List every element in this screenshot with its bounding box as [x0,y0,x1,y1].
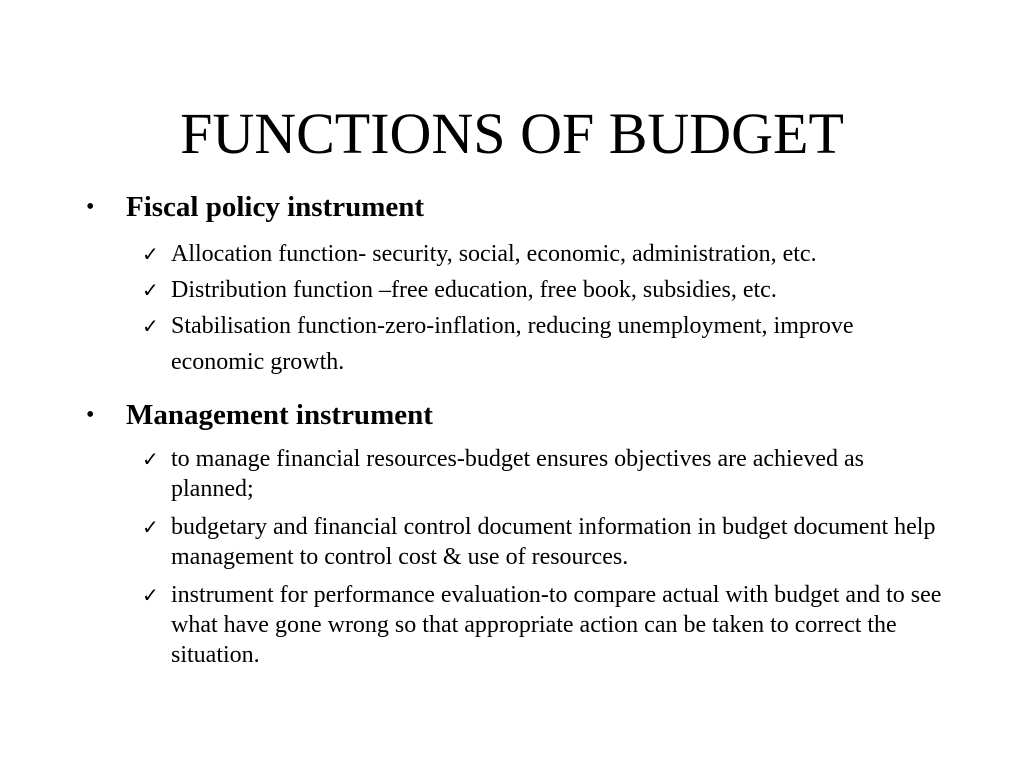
section-heading-text: Fiscal policy instrument [126,191,425,223]
list-item-text: budgetary and financial control document information in budget document help management to control cost & use of resources. [171,514,936,570]
slide-body [86,186,946,670]
list-item-text: Distribution function –free education, free book, subsidies, etc. [171,277,777,303]
list-item [86,512,946,572]
slide-title: FUNCTIONS OF BUDGET [180,101,844,166]
list-item-text: Stabilisation function-zero-inflation, reducing unemployment, improve economic growth. [171,313,854,375]
list-item-text: instrument for performance evaluation-to compare actual with budget and to see what have gone wrong so that appropriate action can be taken to correct the situation. [171,582,942,668]
list-item [86,444,946,504]
list-item [86,308,946,380]
bullet-icon: • [86,402,95,428]
section-heading-management [86,394,946,436]
checkmark-icon: ✓ [142,314,159,338]
list-item [86,236,946,272]
list-item [86,580,946,670]
list-item-text: Allocation function- security, social, economic, administration, etc. [171,241,817,267]
bullet-icon: • [86,194,95,220]
section-items-management [86,444,946,670]
section-heading-fiscal-policy [86,186,946,228]
checkmark-icon: ✓ [142,447,159,471]
list-item [86,272,946,308]
section-heading-text: Management instrument [126,399,433,431]
checkmark-icon: ✓ [142,278,159,302]
checkmark-icon: ✓ [142,583,159,607]
checkmark-icon: ✓ [142,515,159,539]
checkmark-icon: ✓ [142,242,159,266]
section-items-fiscal-policy [86,236,946,380]
list-item-text: to manage financial resources-budget ensures objectives are achieved as planned; [171,446,865,502]
